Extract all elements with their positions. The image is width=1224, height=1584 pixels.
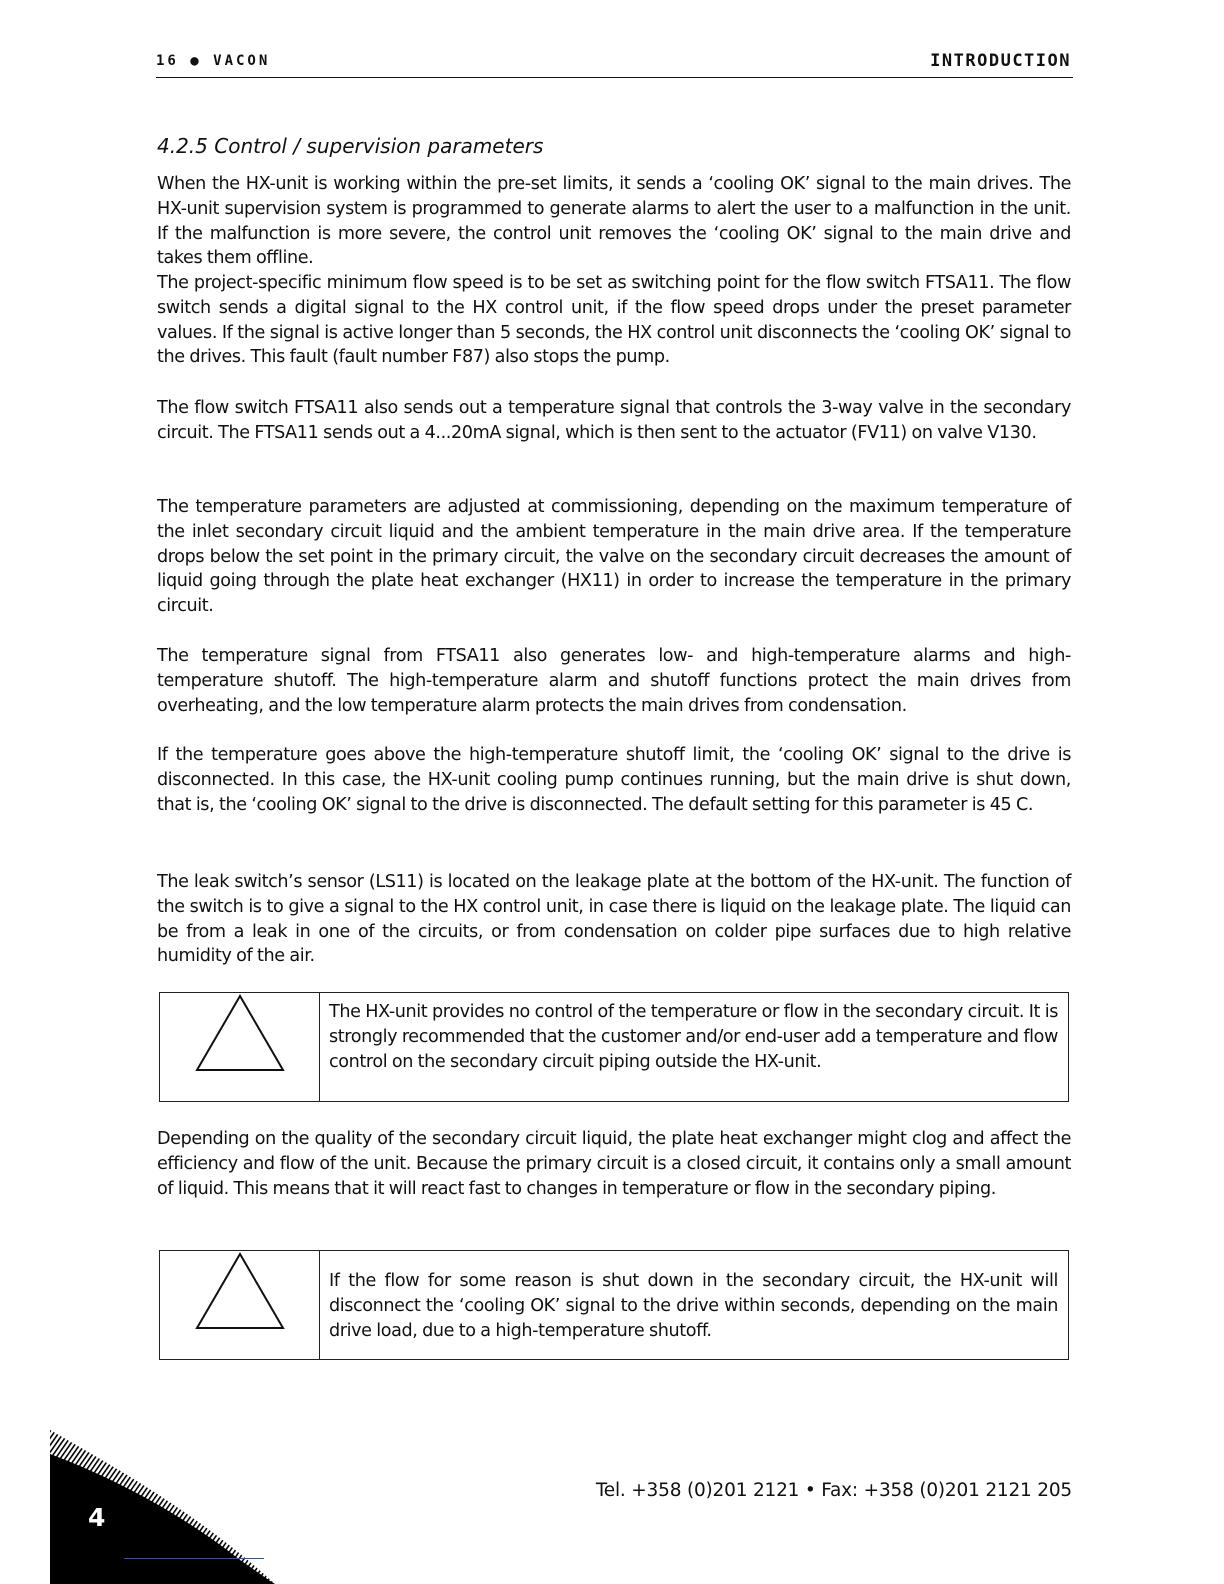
warning-triangle-icon <box>194 1251 286 1335</box>
paragraph-alarms: The temperature signal from FTSA11 also generates low- and high-temperature alarms and high-temperature shutoff. The high-temperature alarm and shutoff functions protect the main drives from overheating, and the low temperature alarm protects the main drives from condensation. <box>157 646 1071 716</box>
warning-note-text: The HX-unit provides no control of the temperature or flow in the secondary circuit. It is strongly recommended that the customer and/or end-user add a temperature and flow control on the secondary circuit piping outside the HX-unit. <box>329 1002 1058 1072</box>
paragraph-temperature-signal: The flow switch FTSA11 also sends out a temperature signal that controls the 3-way valve in the secondary circuit. The FTSA11 sends out a 4...20mA signal, which is then sent to the actuator (FV11) on valve V130. <box>157 398 1071 443</box>
warning-icon-cell <box>160 993 320 1101</box>
paragraph-flow-switch: The project-specific minimum flow speed is to be set as switching point for the flow switch FTSA11. The flow switch sends a digital signal to the HX control unit, if the flow speed drops under the preset parameter values. If the signal is active longer than 5 seconds, the HX control unit disconnects the ‘cooling OK’ signal to the drives. This fault (fault number F87) also stops the pump. <box>157 273 1071 368</box>
footer-contact-info: Tel. +358 (0)201 2121 • Fax: +358 (0)201 2121 205 <box>595 1480 1072 1501</box>
page-corner-graphic <box>50 1430 280 1584</box>
header-page-brand: 16 ● VACON <box>156 53 271 69</box>
warning-icon-cell <box>160 1251 320 1359</box>
warning-note <box>159 1250 1069 1360</box>
warning-note <box>159 992 1069 1102</box>
page-number: 4 <box>88 1503 106 1532</box>
paragraph-plate-exchanger: Depending on the quality of the secondary circuit liquid, the plate heat exchanger might clog and affect the efficiency and flow of the unit. Because the primary circuit is a closed circuit, it contains only a small amount of liquid. This means that it will react fast to changes in temperature or flow in the secondary piping. <box>157 1129 1071 1199</box>
paragraph-shutoff-limit: If the temperature goes above the high-temperature shutoff limit, the ‘cooling OK’ signal to the drive is disconnected. In this case, the HX-unit cooling pump continues running, but the main drive is shut down, that is, the ‘cooling OK’ signal to the drive is disconnected. The default setting for this parameter is 45 C. <box>157 745 1071 815</box>
section-title: 4.2.5 Control / supervision parameters <box>157 134 544 158</box>
paragraph-leak-switch: The leak switch’s sensor (LS11) is located on the leakage plate at the bottom of the HX-unit. The function of the switch is to give a signal to the HX control unit, in case there is liquid on the leakage plate. The liquid can be from a leak in one of the circuits, or from condensation on colder pipe surfaces due to high relative humidity of the air. <box>157 872 1071 967</box>
warning-triangle-icon <box>194 993 286 1077</box>
warning-note-text: If the flow for some reason is shut down in the secondary circuit, the HX-unit will disconnect the ‘cooling OK’ signal to the drive within seconds, depending on the main drive load, due to a high-temperature shutoff. <box>329 1271 1058 1341</box>
page-header <box>156 50 1073 78</box>
footer-link-underline <box>124 1558 264 1559</box>
header-chapter-title: INTRODUCTION <box>930 51 1071 71</box>
paragraph-temperature-parameters: The temperature parameters are adjusted at commissioning, depending on the maximum temperature of the inlet secondary circuit liquid and the ambient temperature in the main drive area. If the temperature drops below the set point in the primary circuit, the valve on the secondary circuit decreases the amount of liquid going through the plate heat exchanger (HX11) in order to increase the temperature in the primary circuit. <box>157 497 1071 617</box>
paragraph-cooling-ok: When the HX-unit is working within the pre-set limits, it sends a ‘cooling OK’ signal to the main drives. The HX-unit supervision system is programmed to generate alarms to alert the user to a malfunction in the unit. If the malfunction is more severe, the control unit removes the ‘cooling OK’ signal to the main drive and takes them offline. <box>157 174 1071 269</box>
